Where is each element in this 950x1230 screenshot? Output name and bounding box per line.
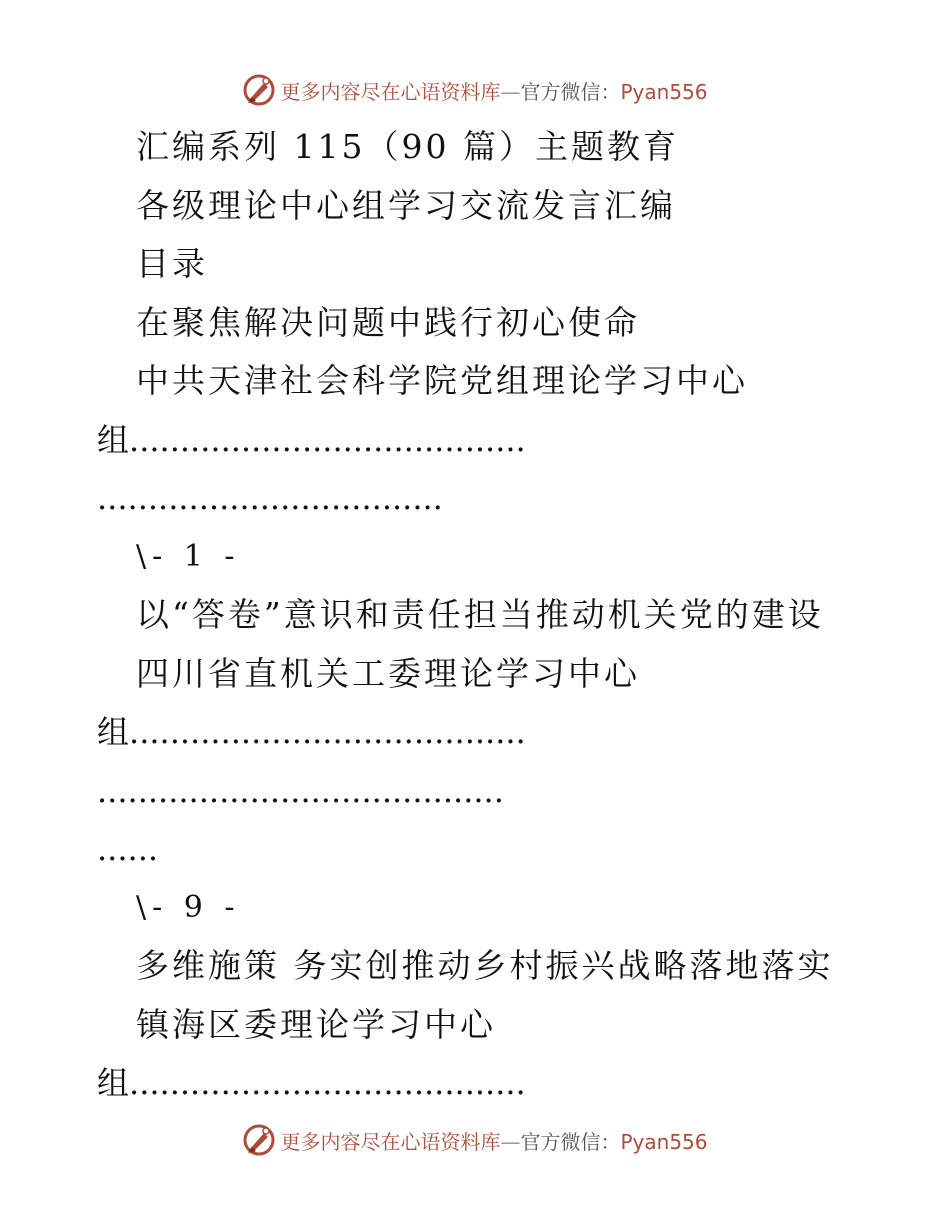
dot-leader: ....................................... [129,1064,526,1102]
dot-leader: ...... [97,830,159,868]
footer-wechat-label: 官方微信： [520,1129,621,1154]
header-wechat-label: 官方微信： [520,79,621,104]
toc-entry-title: 多维施策 务实创推动乡村振兴战略落地落实 [136,946,834,985]
toc-entry-leader [97,1054,847,1113]
document-body [97,118,847,1113]
title-line-1: 汇编系列 115（90 篇）主题教育 [136,127,679,166]
toc-entry-title: 在聚焦解决问题中践行初心使命 [136,302,640,342]
footer-brand: 更多内容尽在心语资料库 [280,1129,501,1154]
toc-entry-org-tail: 组 [97,713,130,751]
toc-entry-org-tail: 组 [97,420,130,459]
dot-leader: ........................................ [97,771,504,810]
pen-logo-icon [242,1123,276,1157]
toc-entry-leader [97,703,847,762]
title-line-2: 各级理论中心组学习交流发言汇编 [136,185,676,225]
footer-banner-text [280,1126,707,1155]
dot-leader: .................................. [97,479,443,517]
toc-entry-org: 四川省直机关工委理论学习中心 [136,653,640,693]
toc-entry-org-tail: 组 [97,1064,130,1102]
footer-watermark [0,1120,950,1160]
toc-heading: 目录 [136,244,208,283]
dot-leader: ....................................... [129,713,526,751]
toc-page-number: \- 1 - [136,538,241,574]
dot-leader: ....................................... [129,420,526,459]
toc-entry-org: 镇海区委理论学习中心 [136,1004,496,1044]
header-wechat-id: Pyan556 [620,79,708,104]
toc-page-number: \- 9 - [136,889,241,925]
header-watermark [0,70,950,110]
footer-dash: — [500,1129,521,1154]
pen-logo-icon [242,73,276,107]
toc-entry-org: 中共天津社会科学院党组理论学习中心 [136,361,748,400]
header-brand: 更多内容尽在心语资料库 [280,79,501,104]
footer-wechat-id: Pyan556 [620,1129,708,1154]
header-dash: — [500,79,521,104]
toc-entry-leader [97,411,847,470]
toc-entry-title: 以“答卷”意识和责任担当推动机关党的建设 [136,595,824,634]
header-banner-text [280,76,707,105]
